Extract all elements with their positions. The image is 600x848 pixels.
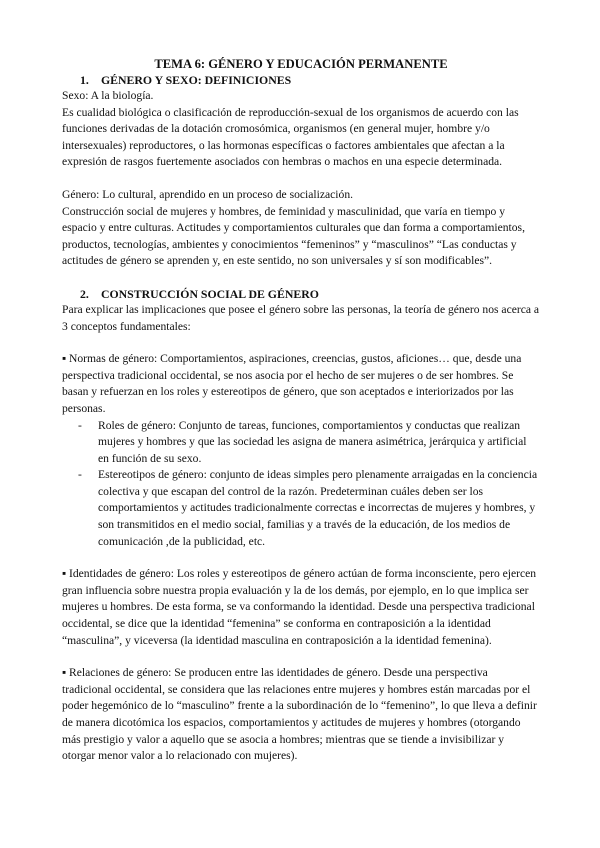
section-2-intro: Para explicar las implicaciones que posee el género sobre las personas, la teoría de género nos acerca a 3 conceptos fundamentales: — [62, 302, 540, 333]
sexo-definition-text: Es cualidad biológica o clasificación de reproducción-sexual de los organismos de acuerdo con las funciones derivadas de la dotación cromosómica, organismos (en general mujer, hombre y/o intersexuales) reproductores, o las hormonas específicas o factores ambientales que afectan a la expresión de rasgos fuertemente asociados con hembras o machos en una especie determinada. — [62, 105, 519, 169]
spacer — [62, 171, 540, 187]
sexo-definition-label: Sexo: A la biología. — [62, 89, 154, 102]
normas-sublist — [62, 418, 540, 551]
spacer — [62, 270, 540, 286]
section-1-number: 1. — [80, 73, 89, 87]
roles-de-genero-text: Roles de género: Conjunto de tareas, funciones, comportamientos y conductas que realizan mujeres y hombres y que las sociedad les asigna de manera asimétrica, jerárquica y artificial en función de su sexo. — [98, 418, 527, 465]
dash-marker: - — [78, 468, 82, 482]
section-1-title: GÉNERO Y SEXO: DEFINICIONES — [100, 73, 292, 87]
document-title: TEMA 6: GÉNERO Y EDUCACIÓN PERMANENTE — [154, 57, 448, 71]
roles-de-genero-item — [62, 418, 540, 468]
genero-definition-text: Construcción social de mujeres y hombres, de feminidad y masculinidad, que varía en tiempo y espacio y entre culturas. Actitudes y comportamientos culturales que dan forma a comportamientos, productos, tecnologías, ambientes y conocimientos “femeninos” y “masculinos” “Las conductas y actitudes de género se aprenden y, en este sentido, no son universales y sí son modificables”. — [62, 204, 525, 268]
section-2-number: 2. — [80, 286, 89, 301]
identidades-de-genero-bullet: ▪ Identidades de género: Los roles y estereotipos de género actúan de forma inconsciente, pero ejercen gran influencia sobre nuestra propia evaluación y la de los demás, por ejemplo, en lo que implica ser mujeres u hombres. De esta forma, se va conformando la identidad. Desde una perspectiva tradicional occidental, se dice que la identidad “femenina” se conforma en contraposición a la identidad “masculina”, y viceversa (la identidad masculina en contraposición a la identidad femenina). — [62, 567, 537, 647]
section-1-heading — [80, 72, 540, 88]
spacer — [62, 335, 540, 351]
dash-marker: - — [78, 418, 82, 432]
section-2-title: CONSTRUCCIÓN SOCIAL DE GÉNERO — [100, 286, 319, 301]
genero-definition-label: Género: Lo cultural, aprendido en un proceso de socialización. — [62, 187, 354, 201]
spacer — [62, 649, 540, 665]
estereotipos-de-genero-text: Estereotipos de género: conjunto de ideas simples pero plenamente arraigadas en la conciencia colectiva y que escapan del control de la razón. Predeterminan cuáles deben ser los comportamientos y actitudes tradicionalmente correctas e incorrectas de mujeres y hombres, y son transmitidos en el medio social, familias y a través de la educación, de los medios de comunicación ,de la publicidad, etc. — [98, 468, 538, 548]
normas-de-genero-bullet: ▪ Normas de género: Comportamientos, aspiraciones, creencias, gustos, aficiones… que, desde una perspectiva tradicional occidental, se nos asocia por el hecho de ser mujeres o de ser hombres. Se basan y refuerzan en los roles y estereotipos de género, que son aceptados e interiorizados por las personas. — [62, 352, 522, 415]
section-2-heading — [80, 286, 540, 302]
spacer — [62, 550, 540, 566]
estereotipos-de-genero-item — [62, 467, 540, 550]
relaciones-de-genero-bullet: ▪ Relaciones de género: Se producen entre las identidades de género. Desde una perspectiva tradicional occidental, se considera que las relaciones entre mujeres y hombres están marcadas por el poder hegemónico de lo “masculino” frente a la subordinación de lo “femenino”, lo que lleva a definir de manera dicotómica los espacios, comportamientos y actitudes de mujeres y hombres (otorgando más prestigio y valor a aquello que se asocia a hombres; mientras que se tiende a invisibilizar y otorgar menor valor a lo relacionado con mujeres). — [62, 666, 537, 763]
